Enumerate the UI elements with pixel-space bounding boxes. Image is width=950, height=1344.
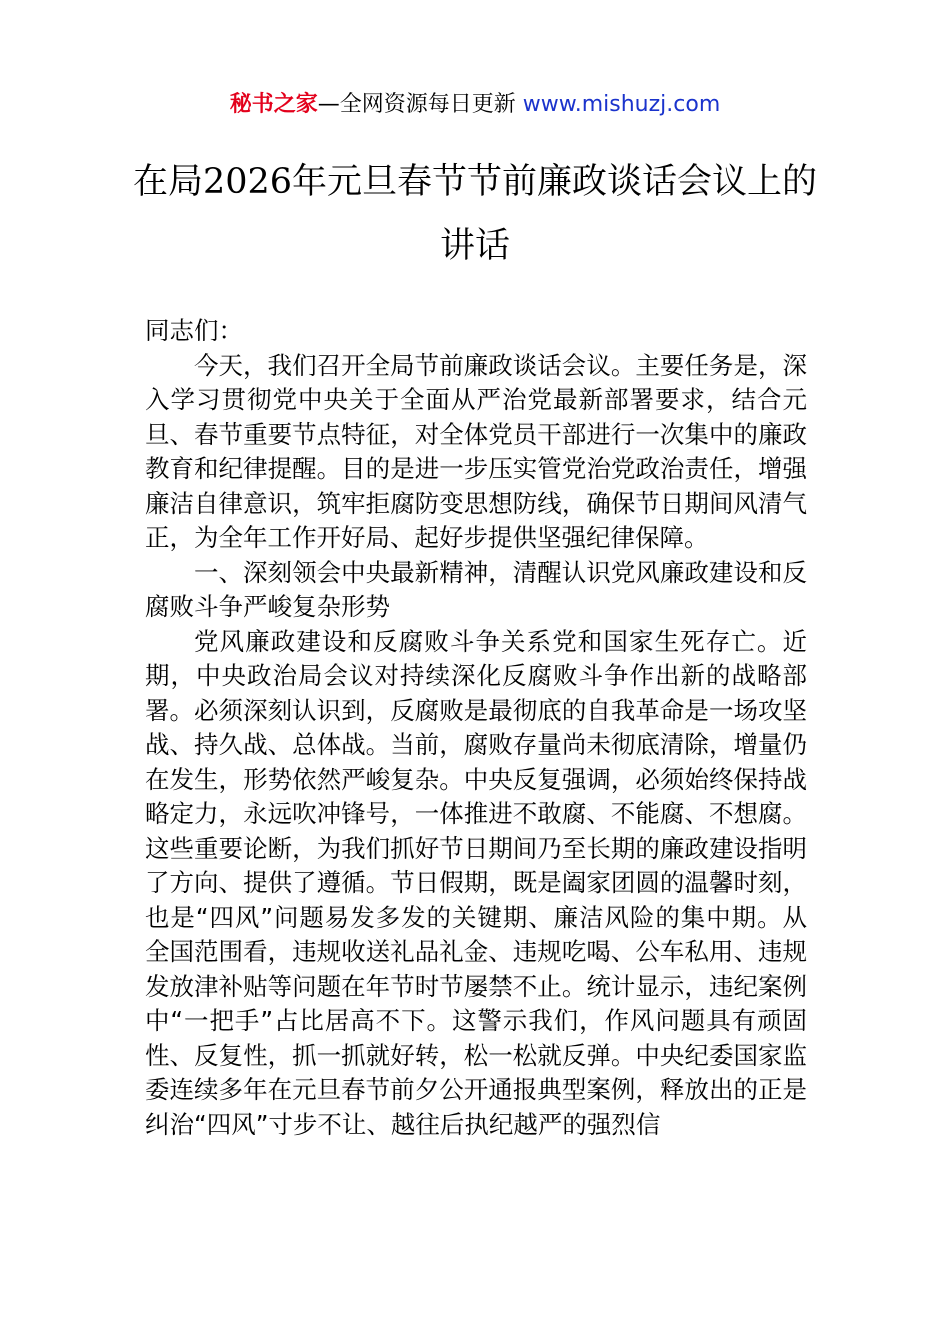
intro-paragraph: 今天，我们召开全局节前廉政谈话会议。主要任务是，深入学习贯彻党中央关于全面从严治党最新部署要求，结合元旦、春节重要节点特征，对全体党员干部进行一次集中的廉政教育和纪律提醒。目的是进一步压实管党治党政治责任，增强廉洁自律意识，筑牢拒腐防变思想防线，确保节日期间风清气正，为全年工作开好局、起好步提供坚强纪律保障。: [145, 350, 807, 552]
site-url-link[interactable]: www.mishuzj.com: [522, 92, 721, 117]
site-tagline: —全网资源每日更新: [317, 92, 523, 117]
body-paragraph: 党风廉政建设和反腐败斗争关系党和国家生死存亡。近期，中央政治局会议对持续深化反腐败斗争作出新的战略部署。必须深刻认识到，反腐败是最彻底的自我革命是一场攻坚战、持久战、总体战。当前，腐败存量尚未彻底清除，增量仍在发生，形势依然严峻复杂。中央反复强调，必须始终保持战略定力，永远吹冲锋号，一体推进不敢腐、不能腐、不想腐。这些重要论断，为我们抓好节日期间乃至长期的廉政建设指明了方向、提供了遵循。节日假期，既是阖家团圆的温馨时刻，也是“四风”问题易发多发的关键期、廉洁风险的集中期。从全国范围看，违规收送礼品礼金、违规吃喝、公车私用、违规发放津补贴等问题在年节时节屡禁不止。统计显示，违纪案例中“一把手”占比居高不下。这警示我们，作风问题具有顽固性、反复性，抓一抓就好转，松一松就反弹。中央纪委国家监委连续多年在元旦春节前夕公开通报典型案例，释放出的正是纠治“四风”寸步不让、越往后执纪越严的强烈信: [145, 626, 807, 1139]
site-brand: 秘书之家: [229, 92, 318, 117]
section-heading-1: 一、深刻领会中央最新精神，清醒认识党风廉政建设和反腐败斗争严峻复杂形势: [145, 557, 807, 621]
salutation: 同志们：: [145, 316, 243, 345]
document-title: 在局2026年元旦春节节前廉政谈话会议上的讲话: [132, 162, 818, 266]
document-body: [145, 314, 807, 1142]
site-header: [0, 88, 950, 122]
